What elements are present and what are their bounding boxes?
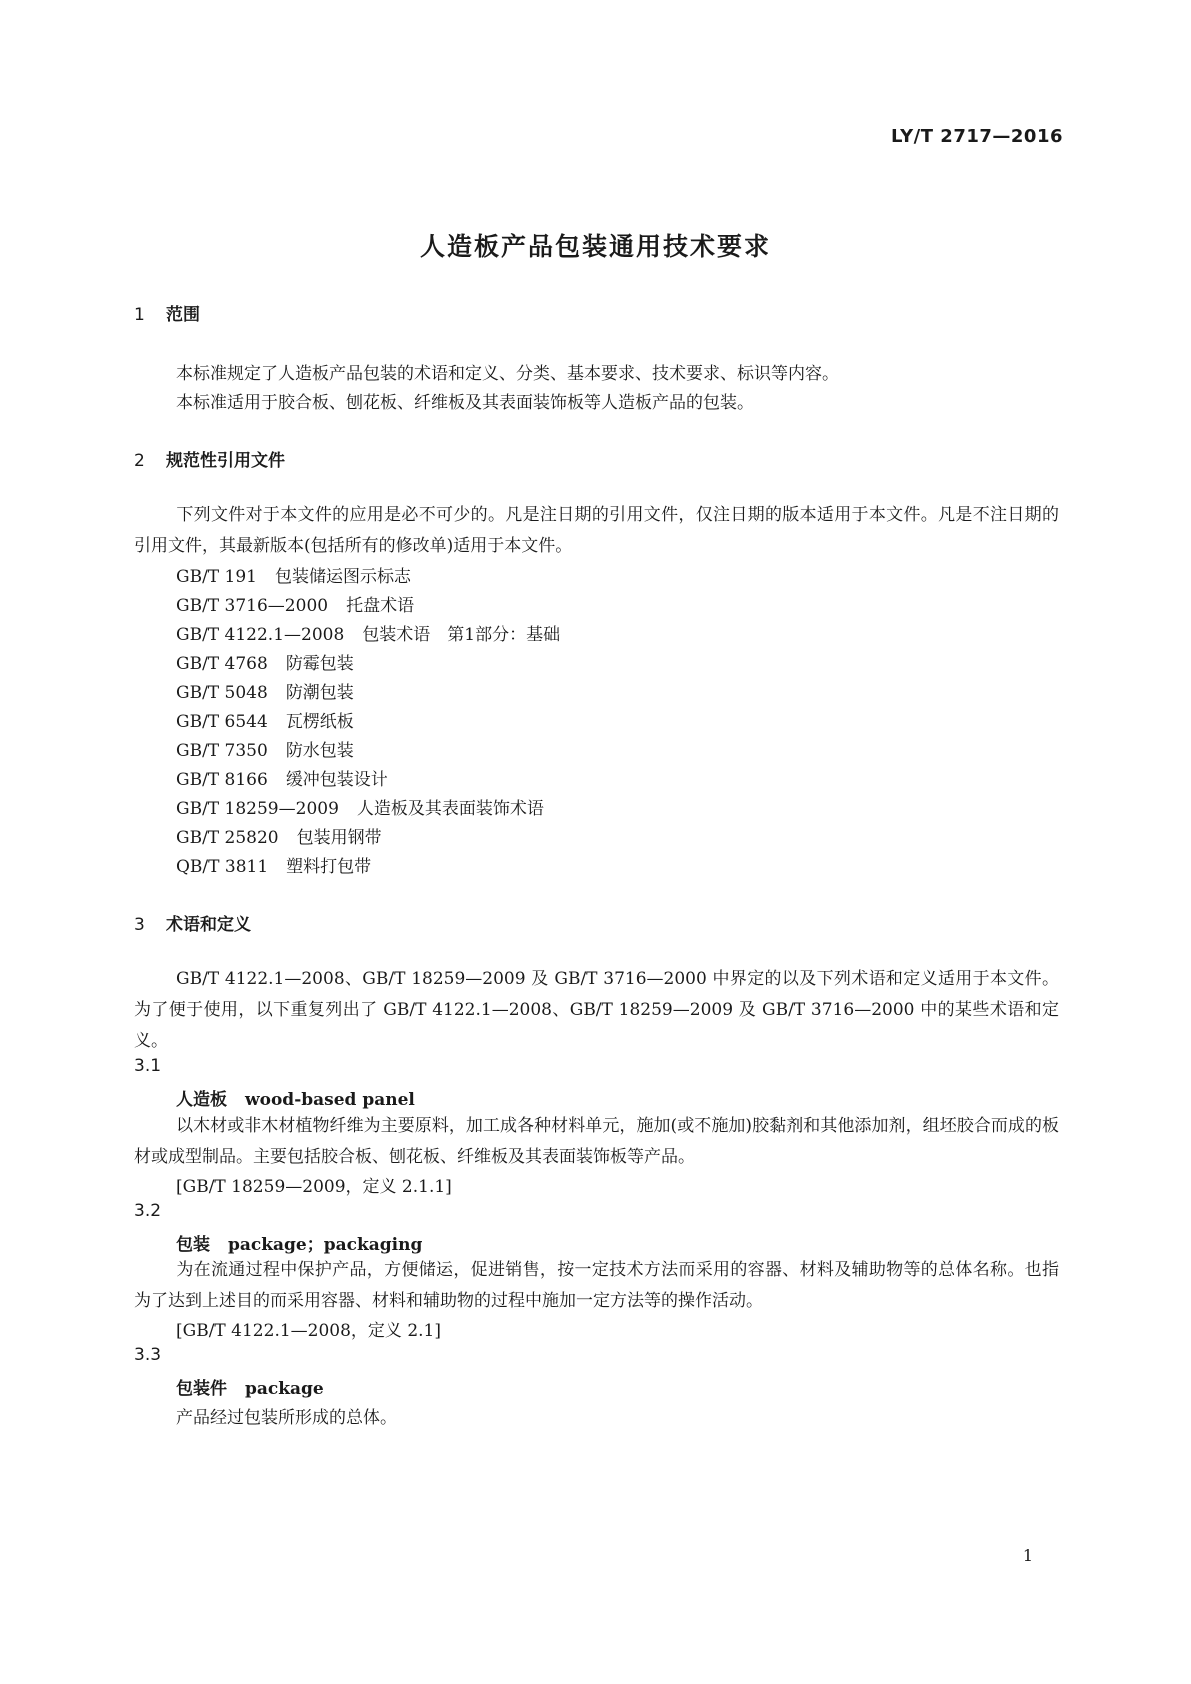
- reference-code: GB/T 7350: [176, 741, 268, 761]
- reference-name: 瓦楞纸板: [285, 712, 354, 732]
- section-number: 3: [134, 915, 145, 935]
- section-3-intro: [134, 964, 1059, 1057]
- reference-item: [176, 562, 411, 587]
- section-number: 2: [134, 451, 145, 471]
- term-en: wood-based panel: [245, 1090, 415, 1110]
- page-number: 1: [1022, 1546, 1033, 1565]
- intro-text: GB/T 4122.1—2008、GB/T 18259—2009 及 GB/T 3716—2000 中界定的以及下列术语和定义适用于本文件。为了便于使用，以下重复列出了 GB/T 4122.1—2008、GB/T 18259—2009 及 GB/T 3716—2000 中的某些术语和定义。: [134, 969, 1059, 1051]
- reference-item: [176, 678, 354, 703]
- reference-name: 包装用钢带: [296, 828, 382, 848]
- reference-code: GB/T 5048: [176, 683, 268, 703]
- reference-code: GB/T 8166: [176, 770, 268, 790]
- term-definition: [134, 1255, 1059, 1317]
- term-zh: 包装件: [176, 1379, 227, 1399]
- intro-text: 下列文件对于本文件的应用是必不可少的。凡是注日期的引用文件，仅注日期的版本适用于本文件。凡是不注日期的引用文件，其最新版本(包括所有的修改单)适用于本文件。: [134, 505, 1059, 556]
- term-heading: [176, 1230, 422, 1255]
- section-title: 术语和定义: [166, 915, 251, 935]
- term-number: 3.1: [134, 1056, 162, 1076]
- section-3-heading: [134, 910, 251, 935]
- section-1-heading: [134, 300, 200, 325]
- reference-item: [176, 852, 371, 877]
- document-title: 人造板产品包装通用技术要求: [419, 232, 771, 261]
- definition-text: 以木材或非木材植物纤维为主要原料，加工成各种材料单元，施加(或不施加)胶黏剂和其他添加剂，组坯胶合而成的板材或成型制品。主要包括胶合板、刨花板、纤维板及其表面装饰板等产品。: [134, 1116, 1059, 1167]
- term-en: package；packaging: [228, 1235, 423, 1255]
- reference-code: GB/T 6544: [176, 712, 268, 732]
- section-title: 范围: [166, 305, 200, 325]
- reference-item: [176, 823, 382, 848]
- term-heading: [176, 1374, 324, 1399]
- reference-name: 缓冲包装设计: [285, 770, 388, 790]
- reference-name: 托盘术语: [346, 596, 415, 616]
- reference-item: [176, 765, 388, 790]
- reference-name: 包装术语 第1部分：基础: [362, 625, 561, 645]
- section-number: 1: [134, 305, 145, 325]
- term-zh: 包装: [176, 1235, 210, 1255]
- reference-name: 防霉包装: [285, 654, 354, 674]
- section-1-paragraph: 本标准规定了人造板产品包装的术语和定义、分类、基本要求、技术要求、标识等内容。: [176, 364, 839, 384]
- reference-item: [176, 736, 354, 761]
- reference-code: GB/T 4768: [176, 654, 268, 674]
- reference-name: 人造板及其表面装饰术语: [356, 799, 544, 819]
- section-2-intro: [134, 500, 1059, 562]
- term-definition: [134, 1111, 1059, 1173]
- standard-number: LY/T 2717—2016: [890, 126, 1063, 147]
- term-source: [GB/T 4122.1—2008，定义 2.1]: [176, 1321, 441, 1341]
- reference-name: 防水包装: [285, 741, 354, 761]
- reference-item: [176, 620, 560, 645]
- section-2-heading: [134, 446, 285, 471]
- term-zh: 人造板: [176, 1090, 227, 1110]
- reference-code: GB/T 25820: [176, 828, 279, 848]
- reference-name: 塑料打包带: [286, 857, 372, 877]
- term-heading: [176, 1085, 415, 1110]
- reference-name: 防潮包装: [285, 683, 354, 703]
- term-source: [GB/T 18259—2009，定义 2.1.1]: [176, 1177, 452, 1197]
- reference-code: GB/T 3716—2000: [176, 596, 329, 616]
- reference-item: [176, 591, 414, 616]
- term-number: 3.3: [134, 1345, 162, 1365]
- definition-text: 为在流通过程中保护产品，方便储运，促进销售，按一定技术方法而采用的容器、材料及辅助物等的总体名称。也指为了达到上述目的而采用容器、材料和辅助物的过程中施加一定方法等的操作活动。: [134, 1260, 1059, 1311]
- reference-name: 包装储运图示标志: [275, 567, 411, 587]
- reference-code: GB/T 4122.1—2008: [176, 625, 345, 645]
- reference-item: [176, 794, 544, 819]
- reference-code: GB/T 191: [176, 567, 257, 587]
- reference-code: QB/T 3811: [176, 857, 269, 877]
- term-number: 3.2: [134, 1201, 162, 1221]
- term-definition: 产品经过包装所形成的总体。: [176, 1408, 397, 1428]
- term-en: package: [245, 1379, 324, 1399]
- section-1-paragraph: 本标准适用于胶合板、刨花板、纤维板及其表面装饰板等人造板产品的包装。: [176, 393, 754, 413]
- reference-item: [176, 649, 354, 674]
- reference-code: GB/T 18259—2009: [176, 799, 339, 819]
- section-title: 规范性引用文件: [166, 451, 285, 471]
- reference-item: [176, 707, 354, 732]
